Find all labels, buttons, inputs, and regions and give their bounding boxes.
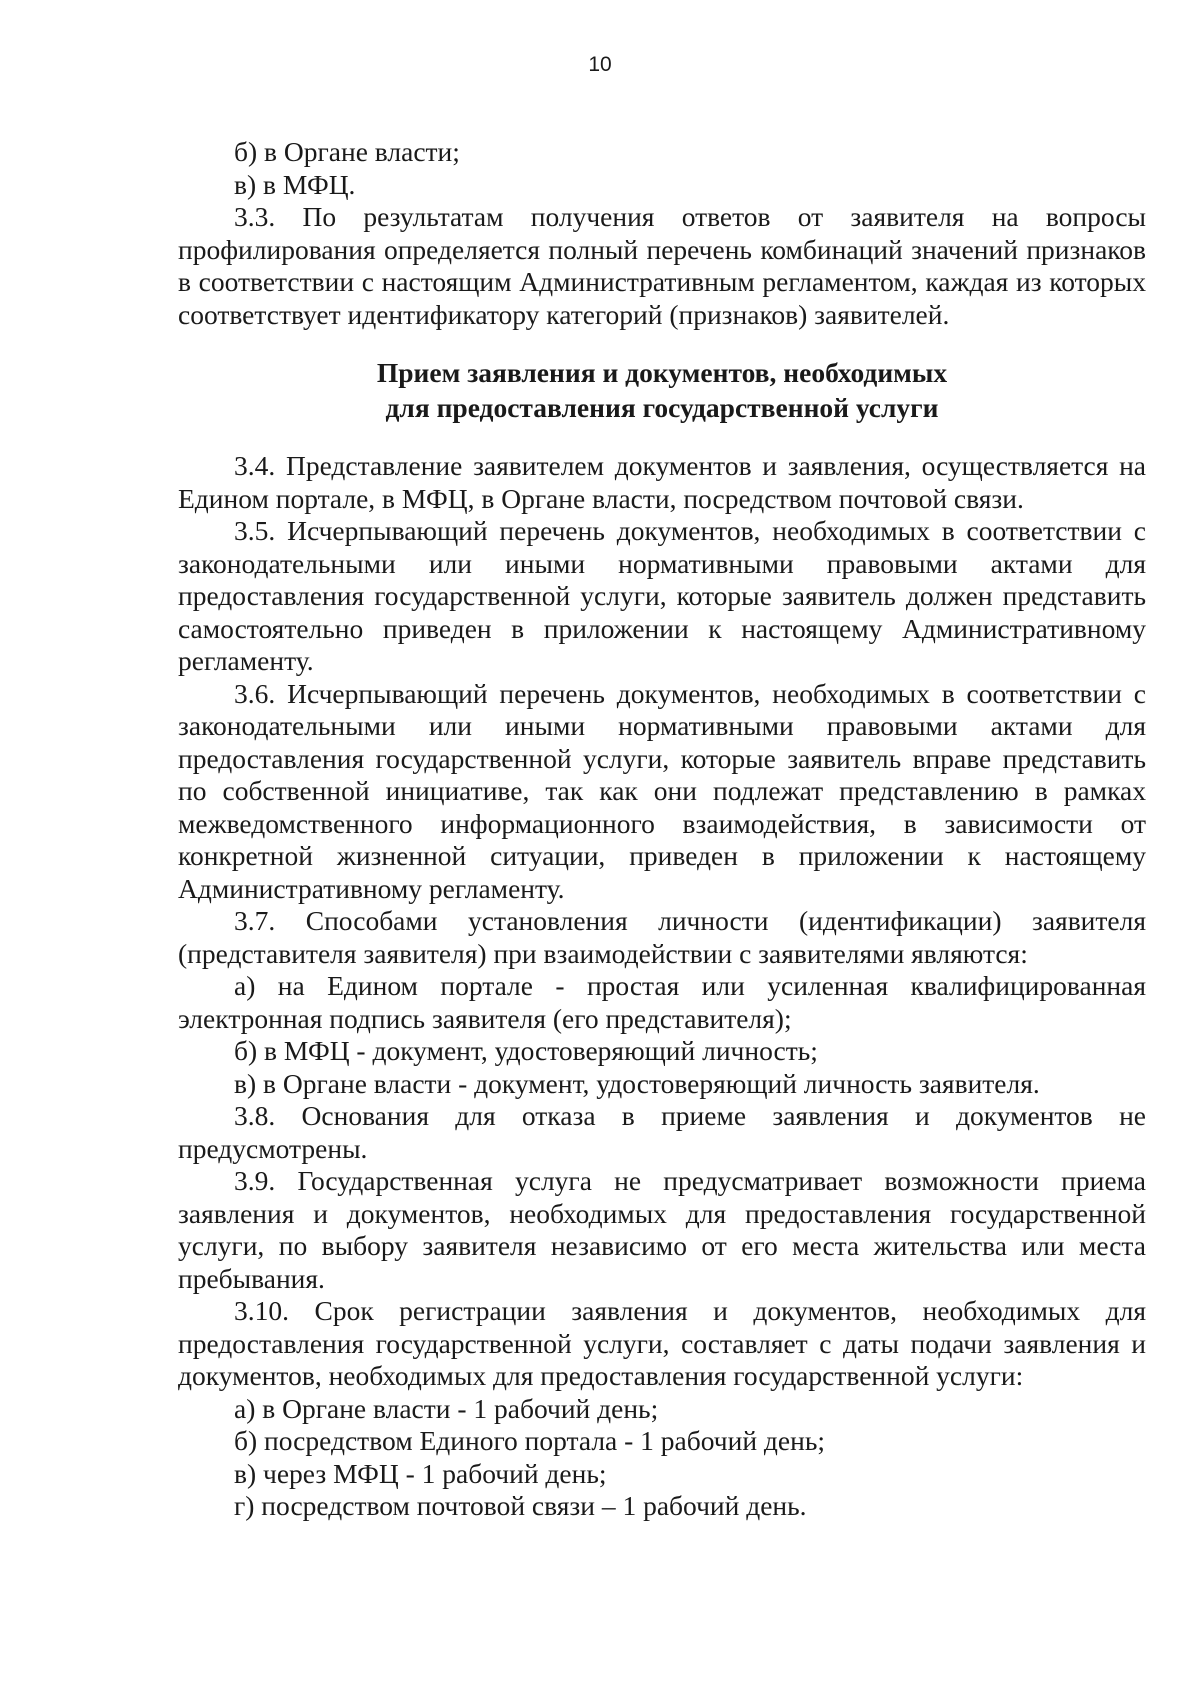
paragraph-3-7: 3.7. Способами установления личности (идентификации) заявителя (представителя заявителя) при взаимодействии с заявителями являются: xyxy=(178,905,1146,969)
page-number: 10 xyxy=(588,53,612,76)
list-item-organ: б) в Органе власти; xyxy=(234,136,460,167)
list-item-3-7-b: б) в МФЦ - документ, удостоверяющий личность; xyxy=(234,1035,818,1066)
list-item-3-7-v: в) в Органе власти - документ, удостоверяющий личность заявителя. xyxy=(234,1067,1040,1099)
list-item-3-10-a: а) в Органе власти - 1 рабочий день; xyxy=(234,1392,659,1424)
paragraph-3-4: 3.4. Представление заявителем документов и заявления, осуществляется на Едином портале, в МФЦ, в Органе власти, посредством почтовой связи. xyxy=(178,450,1146,514)
section-heading xyxy=(178,355,1146,425)
paragraph-3-8: 3.8. Основания для отказа в приеме заявления и документов не предусмотрены. xyxy=(178,1100,1146,1164)
list-item-3-10-g: г) посредством почтовой связи – 1 рабочий день. xyxy=(234,1490,807,1521)
document-body xyxy=(178,136,1146,1523)
paragraph-3-10: 3.10. Срок регистрации заявления и документов, необходимых для предоставления государственной услуги, составляет с даты подачи заявления и документов, необходимых для предоставления государственной услуги: xyxy=(178,1295,1146,1391)
list-item-3-10-v: в) через МФЦ - 1 рабочий день; xyxy=(234,1457,607,1489)
paragraph-3-9: 3.9. Государственная услуга не предусматривает возможности приема заявления и документов, необходимых для предоставления государственной услуги, по выбору заявителя независимо от его места жительства или места пребывания. xyxy=(178,1165,1146,1294)
paragraph-3-5: 3.5. Исчерпывающий перечень документов, необходимых в соответствии с законодательными или иными нормативными правовыми актами для предоставления государственной услуги, которые заявитель должен представить самостоятельно приведен в приложении к настоящему Административному регламенту. xyxy=(178,515,1146,676)
paragraph-3-6: 3.6. Исчерпывающий перечень документов, необходимых в соответствии с законодательными или иными нормативными правовыми актами для предоставления государственной услуги, которые заявитель вправе представить по собственной инициативе, так как они подлежат представлению в рамках межведомственного информационного взаимодействия, в зависимости от конкретной жизненной ситуации, приведен в приложении к настоящему Административному регламенту. xyxy=(178,677,1146,904)
paragraph-3-3: 3.3. По результатам получения ответов от заявителя на вопросы профилирования определяется полный перечень комбинаций значений признаков в соответствии с настоящим Административным регламентом, каждая из которых соответствует идентификатору категорий (признаков) заявителей. xyxy=(178,201,1146,330)
list-item-3-7-a: а) на Едином портале - простая или усиленная квалифицированная электронная подпись заявителя (его представителя); xyxy=(178,970,1146,1034)
list-item-3-10-b: б) посредством Единого портала - 1 рабочий день; xyxy=(234,1425,826,1456)
section-heading-line-2: для предоставления государственной услуги xyxy=(385,392,939,423)
list-item-mfc: в) в МФЦ. xyxy=(234,168,356,200)
section-heading-line-1: Прием заявления и документов, необходимых xyxy=(376,357,948,388)
